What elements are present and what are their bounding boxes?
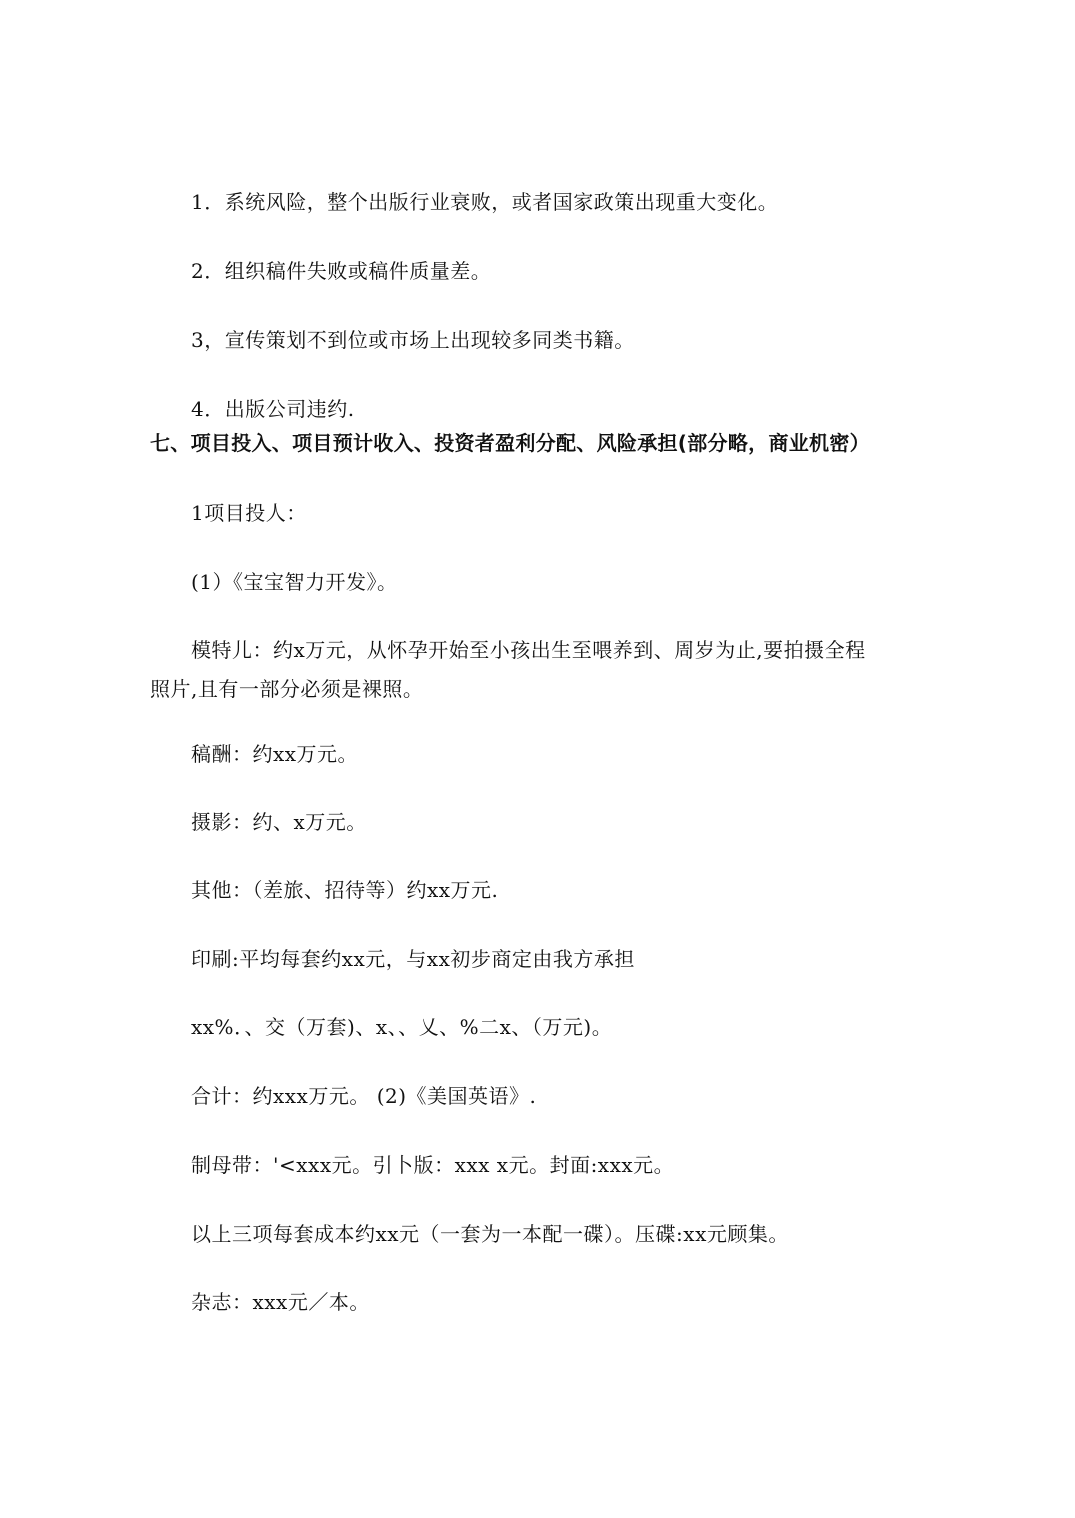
paragraph-model-line2: 照片,且有一部分必须是裸照。 xyxy=(150,677,424,701)
paragraph-total: 合计：约xxx万元。 (2)《美国英语》. xyxy=(191,1084,537,1108)
paragraph-royalty: 稿酬：约xx万元。 xyxy=(191,742,359,766)
paragraph-other: 其他：（差旅、招待等）约xx万元. xyxy=(191,878,499,902)
paragraph-baby-book: (1）《宝宝智力开发》。 xyxy=(191,570,398,594)
paragraph-project-input: 1项目投人： xyxy=(191,501,307,525)
paragraph-formula: xx%．、交（万套)、x、、乂、%二x、（万元)。 xyxy=(191,1015,613,1039)
paragraph-photography: 摄影：约、x万元。 xyxy=(191,810,367,834)
paragraph-model-line1: 模特儿：约x万元，从怀孕开始至小孩出生至喂养到、周岁为止,要拍摄全程 xyxy=(191,638,866,662)
risk-item-3: 3，宣传策划不到位或市场上出现较多同类书籍。 xyxy=(191,328,635,352)
risk-item-4: 4．出版公司违约. xyxy=(191,397,355,421)
paragraph-unit-cost: 以上三项每套成本约xx元（一套为一本配一碟）。压碟:xx元顾集。 xyxy=(191,1222,789,1246)
paragraph-printing: 印刷:平均每套约xx元，与xx初步商定由我方承担 xyxy=(191,947,635,971)
section-heading: 七、项目投入、项目预计收入、投资者盈利分配、风险承担(部分略，商业机密） xyxy=(150,431,870,455)
paragraph-magazine: 杂志：xxx元／本。 xyxy=(191,1290,370,1314)
risk-item-1: 1．系统风险，整个出版行业衰败，或者国家政策出现重大变化。 xyxy=(191,190,779,214)
paragraph-master-tape: 制母带：'<xxx元。引卜版：xxx x元。封面:xxx元。 xyxy=(191,1153,675,1177)
risk-item-2: 2．组织稿件失败或稿件质量差。 xyxy=(191,259,492,283)
